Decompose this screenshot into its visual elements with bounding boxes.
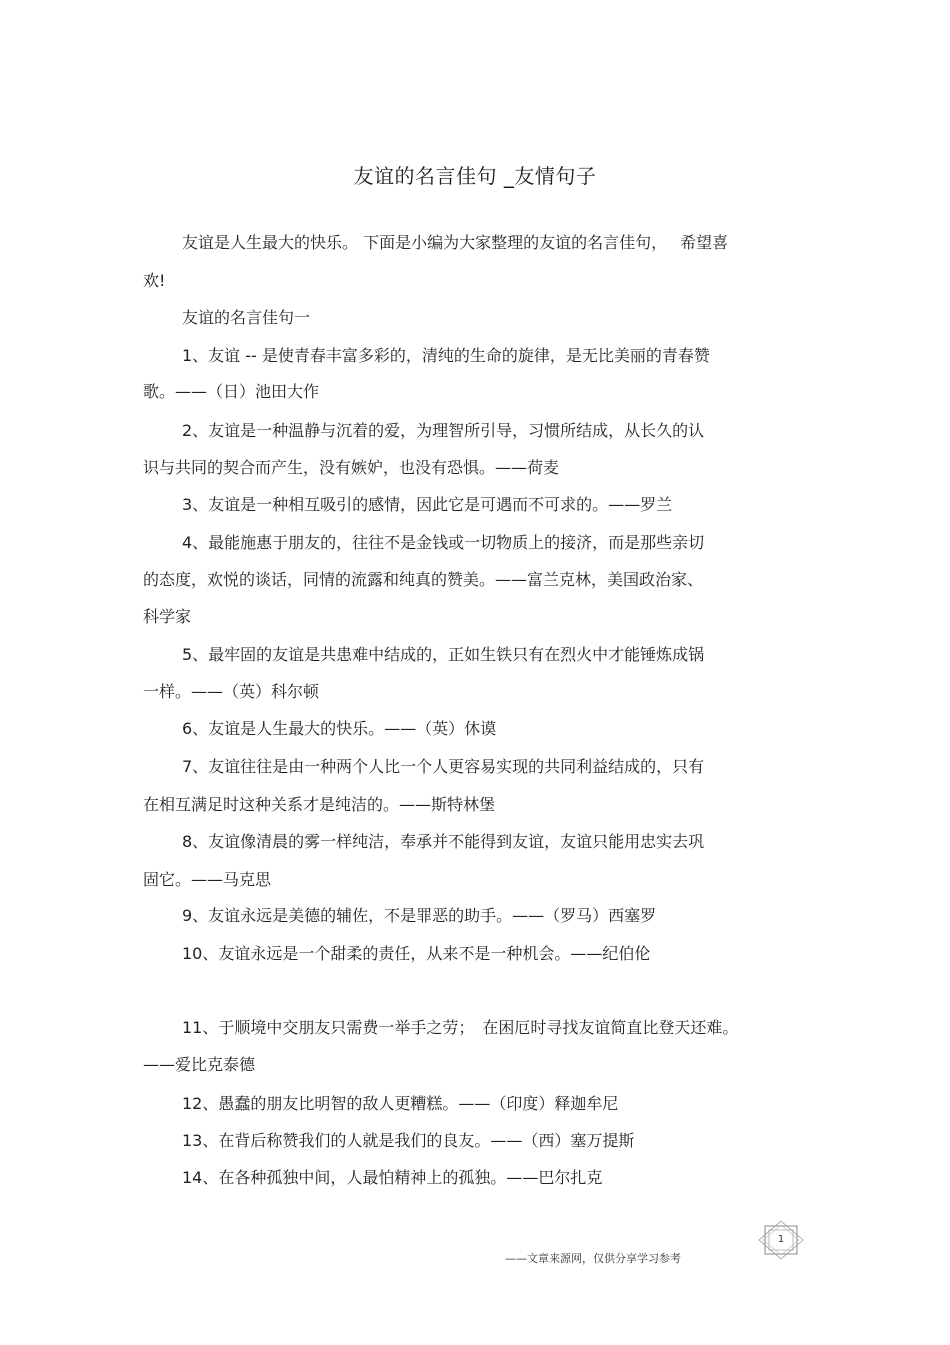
quote-line: 6、友谊是人生最大的快乐。——（英）休谟 <box>182 719 497 738</box>
quote-line: 固它。——马克思 <box>143 870 272 889</box>
page-number: 1 <box>777 1234 785 1245</box>
intro-line-2: 欢! <box>143 271 166 290</box>
quote-line: 9、友谊永远是美德的辅佐，不是罪恶的助手。——（罗马）西塞罗 <box>182 906 657 925</box>
quote-line: 12、愚蠢的朋友比明智的敌人更糟糕。——（印度）释迦牟尼 <box>182 1094 619 1113</box>
quote-line: 2、友谊是一种温静与沉着的爱，为理智所引导，习惯所结成，从长久的认 <box>182 421 705 440</box>
quote-line: 识与共同的契合而产生，没有嫉妒，也没有恐惧。——荷麦 <box>143 458 560 477</box>
quote-line: 7、友谊往往是由一种两个人比一个人更容易实现的共同利益结成的，只有 <box>182 757 705 776</box>
quote-line: 科学家 <box>143 607 192 626</box>
quote-line: 5、最牢固的友谊是共患难中结成的，正如生铁只有在烈火中才能锤炼成锅 <box>182 645 705 664</box>
intro-line-1: 友谊是人生最大的快乐。 下面是小编为大家整理的友谊的名言佳句， 希望喜 <box>182 233 729 252</box>
quote-line: 1、友谊 -- 是使青春丰富多彩的，清纯的生命的旋律，是无比美丽的青春赞 <box>182 346 710 365</box>
quote-line: 歌。——（日）池田大作 <box>143 382 320 401</box>
quote-line: 14、在各种孤独中间，人最怕精神上的孤独。——巴尔扎克 <box>182 1168 603 1187</box>
quote-line: 的态度，欢悦的谈话，同情的流露和纯真的赞美。——富兰克林，美国政治家、 <box>143 570 704 589</box>
quote-line: ——爱比克泰德 <box>143 1055 256 1074</box>
footer-source-note: ——文章来源网，仅供分享学习参考 <box>505 1252 681 1265</box>
quote-line: 10、友谊永远是一个甜柔的责任，从来不是一种机会。——纪伯伦 <box>182 944 651 963</box>
quote-line: 3、友谊是一种相互吸引的感情，因此它是可遇而不可求的。——罗兰 <box>182 495 673 514</box>
quote-line: 在相互满足时这种关系才是纯洁的。——斯特林堡 <box>143 795 496 814</box>
quote-line: 一样。——（英）科尔顿 <box>143 682 320 701</box>
quote-line: 8、友谊像清晨的雾一样纯洁，奉承并不能得到友谊，友谊只能用忠实去巩 <box>182 832 705 851</box>
page-title: 友谊的名言佳句 _友情句子 <box>353 164 597 188</box>
quote-line: 4、最能施惠于朋友的，往往不是金钱或一切物质上的接济，而是那些亲切 <box>182 533 705 552</box>
quote-line: 13、在背后称赞我们的人就是我们的良友。——（西）塞万提斯 <box>182 1131 635 1150</box>
quote-line: 11、于顺境中交朋友只需费一举手之劳； 在困厄时寻找友谊简直比登天还难。 <box>182 1018 739 1037</box>
section-heading: 友谊的名言佳句一 <box>182 308 311 327</box>
